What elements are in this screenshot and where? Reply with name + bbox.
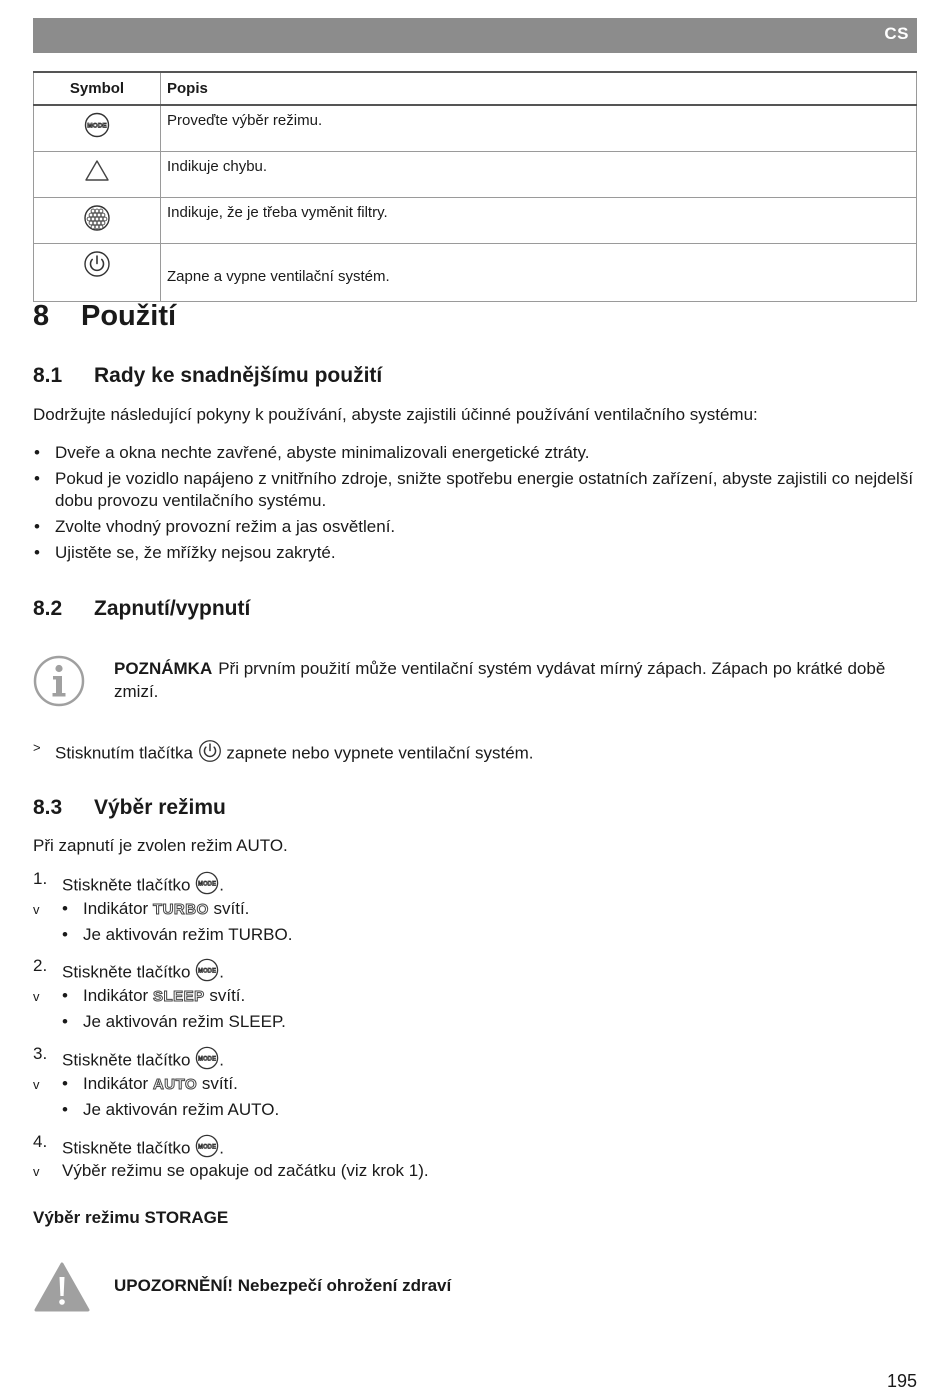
table-cell-desc: Proveďte výběr režimu. — [161, 105, 917, 152]
step-3-activated: • Je aktivován režim AUTO. — [62, 1100, 280, 1119]
col-symbol-header: Symbol — [34, 72, 161, 105]
step-2: 2. Stiskněte tlačítko MODE . — [33, 956, 224, 982]
lights-text: svítí. — [209, 986, 246, 1005]
step-text: Stiskněte tlačítko — [62, 875, 191, 895]
section-8-3-heading — [33, 796, 226, 820]
table-row — [34, 244, 917, 302]
section-8-heading — [33, 300, 176, 333]
list-item: • Pokud je vozidlo napájeno z vnitřního zdroje, snižte spotřebu energie ostatních zařízení, abyste zajistili co nejdelší dobu provozu ventilačního systému. — [33, 468, 917, 512]
mode-icon-text: MODE — [198, 1056, 217, 1063]
indicator-text: Indikátor — [83, 899, 149, 918]
step-1-result: v • Indikátor TURBO svítí. — [33, 899, 250, 919]
mode-button-icon — [84, 112, 110, 138]
list-item: • Zvolte vhodný provozní režim a jas osvětlení. — [33, 516, 917, 538]
mode-icon-text: MODE — [198, 881, 217, 888]
symbol-table — [33, 71, 917, 302]
result-arrow-icon: v — [33, 902, 40, 917]
power-instruction — [33, 742, 534, 766]
power-icon — [83, 250, 111, 278]
warning-triangle-icon — [33, 1261, 91, 1313]
warning-triangle-icon — [84, 158, 110, 184]
lights-text: svítí. — [213, 899, 250, 918]
indicator-text: Indikátor — [83, 1074, 149, 1093]
power-icon — [198, 739, 222, 763]
section-number: 8.3 — [33, 796, 63, 819]
activated-text: Je aktivován režim TURBO. — [83, 925, 293, 944]
filter-icon — [83, 204, 111, 232]
warning-text: UPOZORNĚNÍ! Nebezpečí ohrožení zdraví — [114, 1276, 452, 1295]
mode-icon-text: MODE — [198, 1144, 217, 1151]
table-row — [34, 152, 917, 198]
section-title: Výběr režimu — [94, 796, 226, 819]
step-text: Stiskněte tlačítko — [62, 1050, 191, 1070]
header-bar — [33, 18, 917, 53]
section-8-2-heading — [33, 597, 250, 621]
step-3-result: v • Indikátor AUTO svítí. — [33, 1074, 238, 1094]
table-header-row — [34, 72, 917, 105]
indicator-text: Indikátor — [83, 986, 149, 1005]
mode-button-icon — [195, 958, 219, 982]
mode-button-icon — [195, 871, 219, 895]
step-3: 3. Stiskněte tlačítko MODE . — [33, 1044, 224, 1070]
step-number: 1. — [33, 869, 48, 889]
result-arrow-icon: v — [33, 1164, 40, 1179]
section-title: Použití — [81, 300, 177, 332]
page-number: 195 — [886, 1371, 917, 1391]
note-box — [114, 657, 904, 703]
step-1-activated: • Je aktivován režim TURBO. — [62, 925, 293, 944]
note-text: Při prvním použití může ventilační systém vydávat mírný zápach. Zápach po krátké době zmizí. — [114, 659, 886, 701]
lights-text: svítí. — [201, 1074, 238, 1093]
storage-heading: Výběr režimu STORAGE — [33, 1208, 229, 1227]
section-8-3-intro: Při zapnutí je zvolen režim AUTO. — [33, 836, 288, 855]
table-cell-desc: Zapne a vypne ventilační systém. — [161, 244, 917, 302]
step-text: Stiskněte tlačítko — [62, 1138, 191, 1158]
section-8-1-intro: Dodržujte následující pokyny k používání, abyste zajistili účinné používání ventilačního systému: — [33, 405, 758, 424]
list-item: • Dveře a okna nechte zavřené, abyste minimalizovali energetické ztráty. — [33, 442, 917, 464]
mode-button-icon — [195, 1134, 219, 1158]
step-2-result: v • Indikátor SLEEP svítí. — [33, 986, 246, 1006]
section-number: 8 — [33, 300, 50, 332]
table-row — [34, 198, 917, 244]
table-cell-desc: Indikuje chybu. — [161, 152, 917, 198]
tips-list — [33, 442, 917, 568]
section-title: Zapnutí/vypnutí — [94, 597, 251, 620]
note-label: POZNÁMKA — [114, 659, 213, 678]
mode-button-icon — [195, 1046, 219, 1070]
instruction-text-after: zapnete nebo vypnete ventilační systém. — [226, 743, 534, 763]
activated-text: Je aktivován režim AUTO. — [83, 1100, 280, 1119]
section-number: 8.1 — [33, 364, 63, 387]
turbo-indicator: TURBO — [152, 901, 209, 919]
step-number: 2. — [33, 956, 48, 976]
repeat-text: Výběr režimu se opakuje od začátku (viz krok 1). — [62, 1161, 429, 1180]
col-desc-header: Popis — [161, 72, 917, 105]
mode-icon-text: MODE — [87, 122, 107, 130]
info-icon — [33, 655, 85, 707]
step-text: Stiskněte tlačítko — [62, 962, 191, 982]
section-8-1-heading — [33, 364, 382, 388]
step-number: 3. — [33, 1044, 48, 1064]
step-1: 1. Stiskněte tlačítko MODE . — [33, 869, 224, 895]
sleep-indicator: SLEEP — [152, 988, 205, 1006]
instruction-text-before: Stisknutím tlačítka — [55, 743, 193, 763]
step-4: 4. Stiskněte tlačítko MODE . — [33, 1132, 224, 1158]
result-arrow-icon: v — [33, 1077, 40, 1092]
table-cell-desc: Indikuje, že je třeba vyměnit filtry. — [161, 198, 917, 244]
activated-text: Je aktivován režim SLEEP. — [83, 1012, 286, 1031]
list-item: • Ujistěte se, že mřížky nejsou zakryté. — [33, 542, 917, 564]
auto-indicator: AUTO — [152, 1076, 198, 1094]
language-code: CS — [884, 24, 909, 43]
result-arrow-icon: v — [33, 989, 40, 1004]
step-number: 4. — [33, 1132, 48, 1152]
step-2-activated: • Je aktivován režim SLEEP. — [62, 1012, 286, 1031]
section-number: 8.2 — [33, 597, 63, 620]
mode-icon-text: MODE — [198, 968, 217, 975]
section-title: Rady ke snadnějšímu použití — [94, 364, 383, 387]
table-row — [34, 105, 917, 152]
step-4-result — [33, 1161, 429, 1181]
instruction-arrow-icon: > — [33, 740, 41, 755]
